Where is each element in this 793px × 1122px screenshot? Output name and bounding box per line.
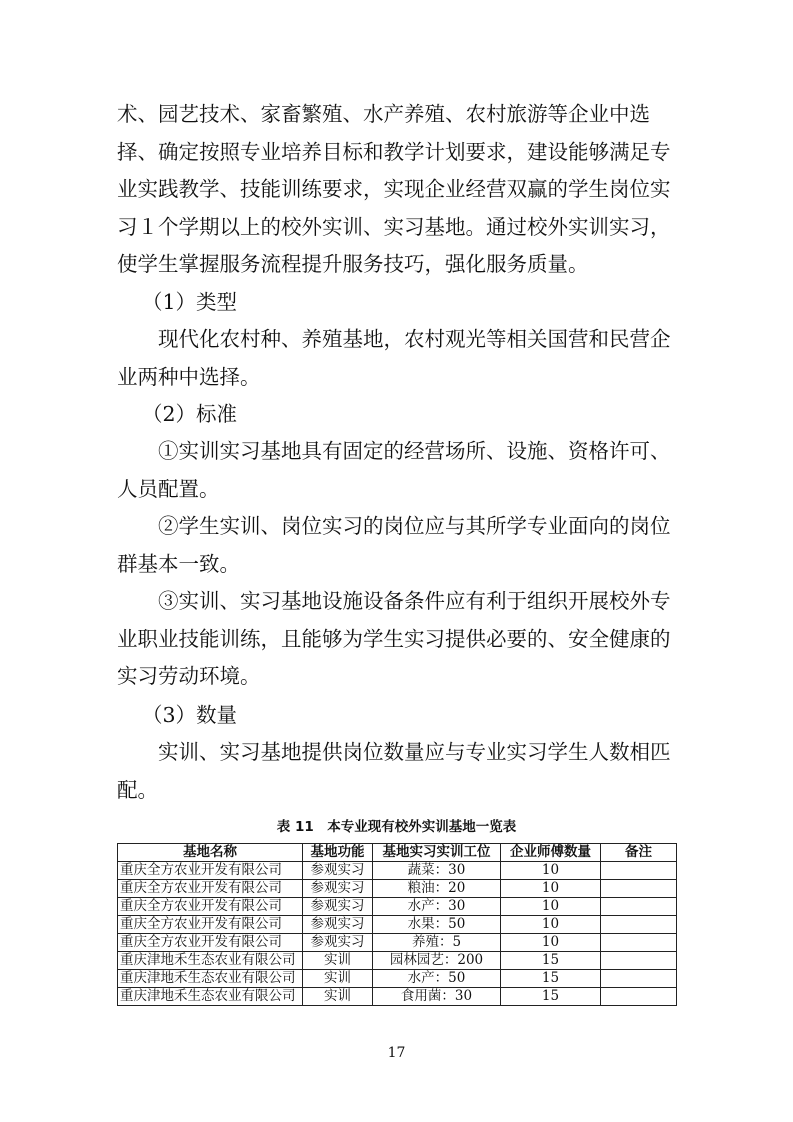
cell-stations: 园林园艺：200 — [373, 952, 501, 970]
cell-base-function: 参观实习 — [303, 898, 373, 916]
cell-base-function: 参观实习 — [303, 880, 373, 898]
header-base-name: 基地名称 — [118, 844, 303, 862]
cell-base-function: 参观实习 — [303, 934, 373, 952]
cell-stations: 粮油：20 — [373, 880, 501, 898]
header-mentors: 企业师傅数量 — [501, 844, 601, 862]
cell-remarks — [601, 862, 677, 880]
cell-base-function: 实训 — [303, 988, 373, 1006]
table-row — [118, 916, 677, 934]
table-caption: 表 11 本专业现有校外实训基地一览表 — [276, 819, 517, 835]
cell-mentors: 10 — [501, 916, 601, 934]
header-base-function: 基地功能 — [303, 844, 373, 862]
standard-item-1: ①实训实习基地具有固定的经营场所、设施、资格许可、人员配置。 — [117, 439, 671, 501]
cell-stations: 水果：50 — [373, 916, 501, 934]
cell-mentors: 15 — [501, 988, 601, 1006]
cell-base-name: 重庆津地禾生态农业有限公司 — [118, 952, 303, 970]
cell-base-name: 重庆全方农业开发有限公司 — [118, 898, 303, 916]
cell-base-function: 实训 — [303, 970, 373, 988]
cell-mentors: 15 — [501, 970, 601, 988]
table-row — [118, 898, 677, 916]
cell-base-name: 重庆津地禾生态农业有限公司 — [118, 970, 303, 988]
cell-remarks — [601, 880, 677, 898]
type-heading: （1）类型 — [142, 290, 238, 314]
cell-mentors: 10 — [501, 880, 601, 898]
cell-remarks — [601, 988, 677, 1006]
header-remarks: 备注 — [601, 844, 677, 862]
cell-base-function: 参观实习 — [303, 862, 373, 880]
cell-base-function: 参观实习 — [303, 916, 373, 934]
table-row — [118, 988, 677, 1006]
cell-remarks — [601, 934, 677, 952]
training-base-table — [117, 843, 677, 1006]
cell-base-name: 重庆全方农业开发有限公司 — [118, 916, 303, 934]
cell-remarks — [601, 970, 677, 988]
cell-mentors: 10 — [501, 934, 601, 952]
cell-stations: 水产：50 — [373, 970, 501, 988]
cell-stations: 蔬菜：30 — [373, 862, 501, 880]
cell-mentors: 15 — [501, 952, 601, 970]
quantity-paragraph: 实训、实习基地提供岗位数量应与专业实习学生人数相匹配。 — [117, 740, 671, 802]
intro-paragraph: 术、园艺技术、家畜繁殖、水产养殖、农村旅游等企业中选择、确定按照专业培养目标和教学计划要求，建设能够满足专业实践教学、技能训练要求，实现企业经营双赢的学生岗位实习１个学期以上的校外实训、实习基地。通过校外实训实习，使学生掌握服务流程提升服务技巧，强化服务质量。 — [117, 102, 671, 277]
table-row — [118, 934, 677, 952]
cell-remarks — [601, 898, 677, 916]
header-stations: 基地实习实训工位 — [373, 844, 501, 862]
cell-base-name: 重庆全方农业开发有限公司 — [118, 934, 303, 952]
cell-base-name: 重庆全方农业开发有限公司 — [118, 880, 303, 898]
cell-base-name: 重庆全方农业开发有限公司 — [118, 862, 303, 880]
cell-base-function: 实训 — [303, 952, 373, 970]
table-header-row — [118, 844, 677, 862]
table-row — [118, 970, 677, 988]
type-paragraph: 现代化农村种、养殖基地，农村观光等相关国营和民营企业两种中选择。 — [117, 327, 671, 389]
quantity-heading: （3）数量 — [142, 703, 238, 727]
standard-item-3: ③实训、实习基地设施设备条件应有利于组织开展校外专业职业技能训练，且能够为学生实习提供必要的、安全健康的实习劳动环境。 — [117, 589, 671, 689]
page-number: 17 — [387, 1045, 406, 1061]
cell-stations: 水产：30 — [373, 898, 501, 916]
cell-remarks — [601, 916, 677, 934]
cell-remarks — [601, 952, 677, 970]
cell-mentors: 10 — [501, 862, 601, 880]
standard-item-2: ②学生实训、岗位实习的岗位应与其所学专业面向的岗位群基本一致。 — [117, 514, 671, 576]
cell-mentors: 10 — [501, 898, 601, 916]
cell-base-name: 重庆津地禾生态农业有限公司 — [118, 988, 303, 1006]
table-row — [118, 952, 677, 970]
table-row — [118, 880, 677, 898]
cell-stations: 养殖：5 — [373, 934, 501, 952]
standard-heading: （2）标准 — [142, 402, 238, 426]
cell-stations: 食用菌：30 — [373, 988, 501, 1006]
table-row — [118, 862, 677, 880]
